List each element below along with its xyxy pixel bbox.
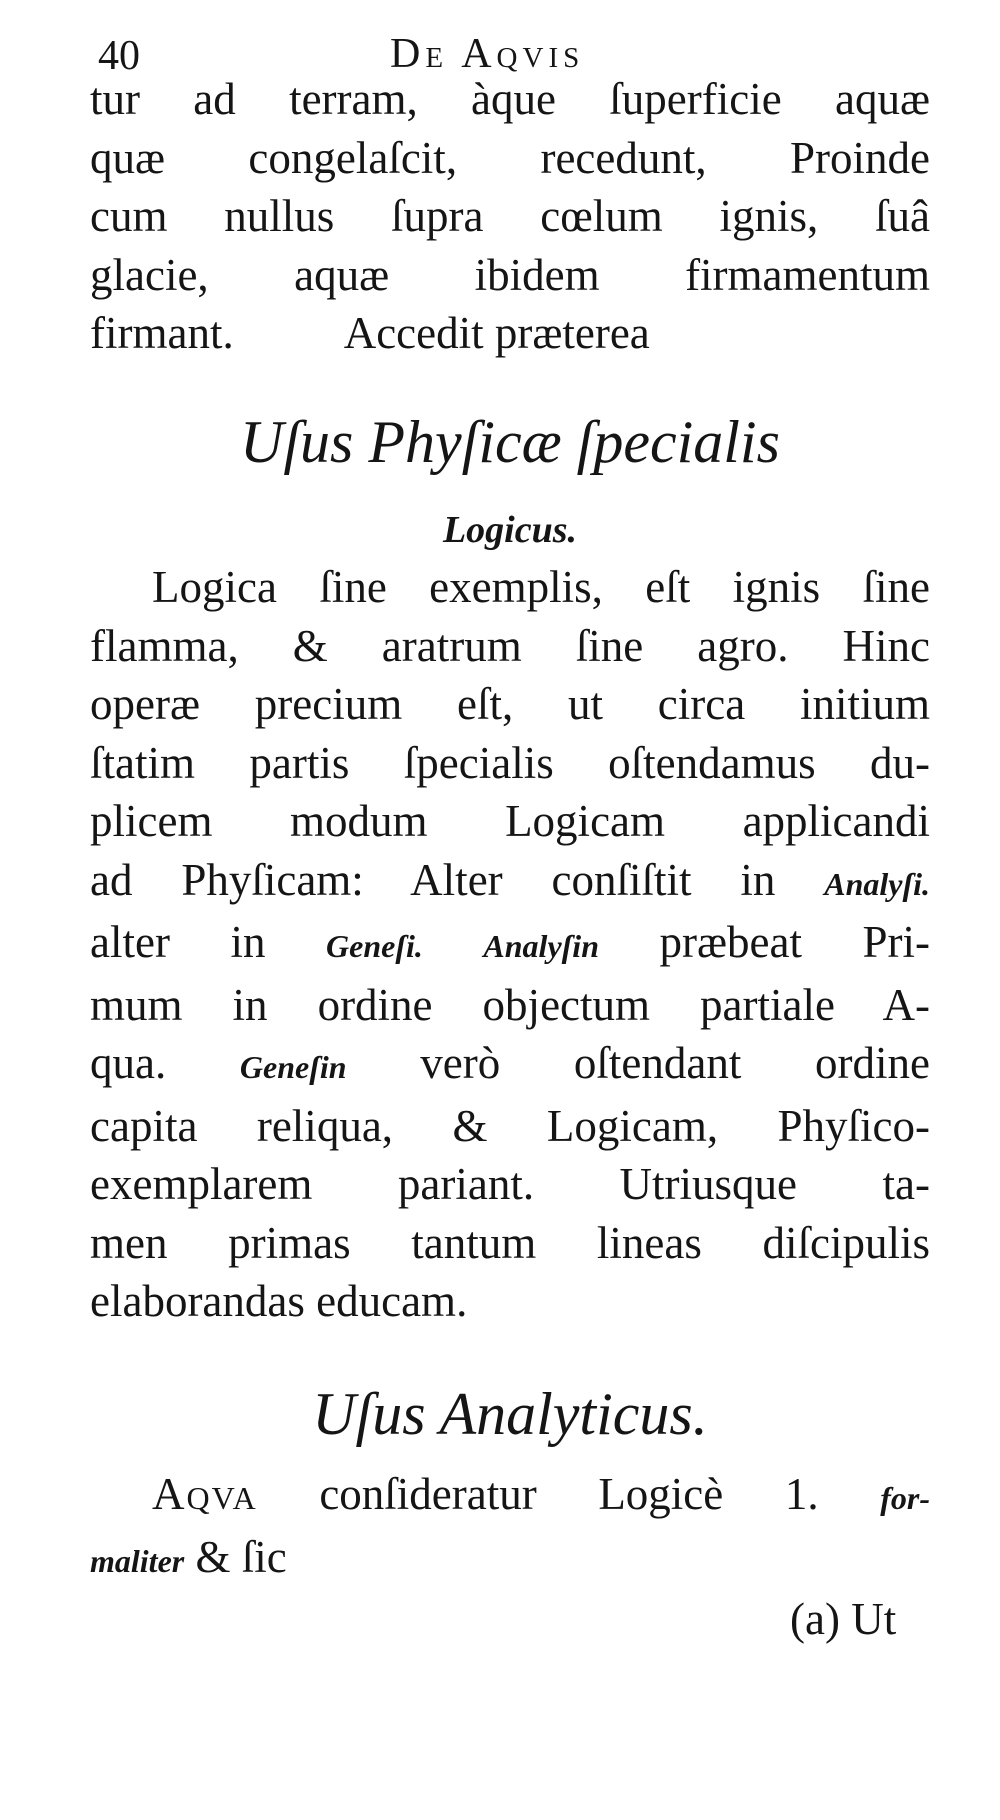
text-line: ſtatim partis ſpecialis oſtendamus du- xyxy=(90,737,930,788)
text-fragment: Accedit præterea xyxy=(343,308,650,358)
catchword: (a) Ut xyxy=(790,1594,897,1644)
section-heading-analyticus: Uſus Analyticus. xyxy=(312,1381,708,1447)
text-line xyxy=(90,913,930,976)
italic-term: Analyſi. xyxy=(824,865,930,902)
italic-term: for- xyxy=(880,1480,930,1516)
section-heading-physica: Uſus Phyſicæ ſpecialis xyxy=(240,409,780,475)
text-line xyxy=(90,1465,930,1528)
text-line: plicem modum Logicam applicandi xyxy=(90,796,930,846)
text-line: cum nullus ſupra cœlum ignis, ſuâ xyxy=(90,191,930,241)
paragraph-aqua xyxy=(90,1465,930,1590)
text-line: glacie, aquæ ibidem firmamentum xyxy=(90,249,930,300)
italic-term: Analyſin xyxy=(483,928,599,964)
text-line xyxy=(90,1528,930,1591)
text-line: exemplarem pariant. Utriusque ta- xyxy=(90,1159,930,1209)
paragraph-logica xyxy=(90,558,930,1331)
text-fragment: & ſic xyxy=(195,1531,287,1582)
text-line: quæ congelaſcit, recedunt, Proinde xyxy=(90,132,930,183)
text-line: elaborandas educam. xyxy=(90,1276,468,1326)
text-line: Logica ſine exemplis, eſt ignis ſine xyxy=(152,562,930,612)
text-fragment: præbeat Pri- xyxy=(659,917,930,967)
small-caps-word: Aqva xyxy=(152,1469,258,1519)
page-number: 40 xyxy=(98,33,140,79)
text-fragment: qua. xyxy=(90,1038,167,1088)
text-fragment: ad Phyſicam: Alter conſiſtit in xyxy=(90,854,776,905)
paragraph-top xyxy=(90,70,930,363)
section-subheading-logicus: Logicus. xyxy=(442,509,578,551)
text-fragment: verò oſtendant ordine xyxy=(420,1038,931,1088)
italic-term: maliter xyxy=(90,1542,185,1579)
text-line: operæ precium eſt, ut circa initium xyxy=(90,679,930,729)
italic-term: Geneſin xyxy=(239,1049,347,1085)
text-line: mum in ordine objectum partiale A- xyxy=(90,979,930,1030)
text-fragment: alter in xyxy=(90,917,266,967)
text-line: men primas tantum lineas diſcipulis xyxy=(90,1217,930,1268)
text-line: capita reliqua, & Logicam, Phyſico- xyxy=(90,1100,930,1151)
text-line xyxy=(90,1034,930,1097)
text-line xyxy=(90,851,930,914)
text-fragment: firmant. xyxy=(90,308,234,358)
text-line: tur ad terram, àque ſuperficie aquæ xyxy=(90,74,930,124)
running-title: De Aqvis xyxy=(390,31,585,77)
text-fragment: conſideratur Logicè 1. xyxy=(319,1469,819,1519)
text-line xyxy=(90,304,930,363)
text-line: flamma, & aratrum ſine agro. Hinc xyxy=(90,620,930,671)
italic-term: Geneſi. xyxy=(326,928,423,964)
